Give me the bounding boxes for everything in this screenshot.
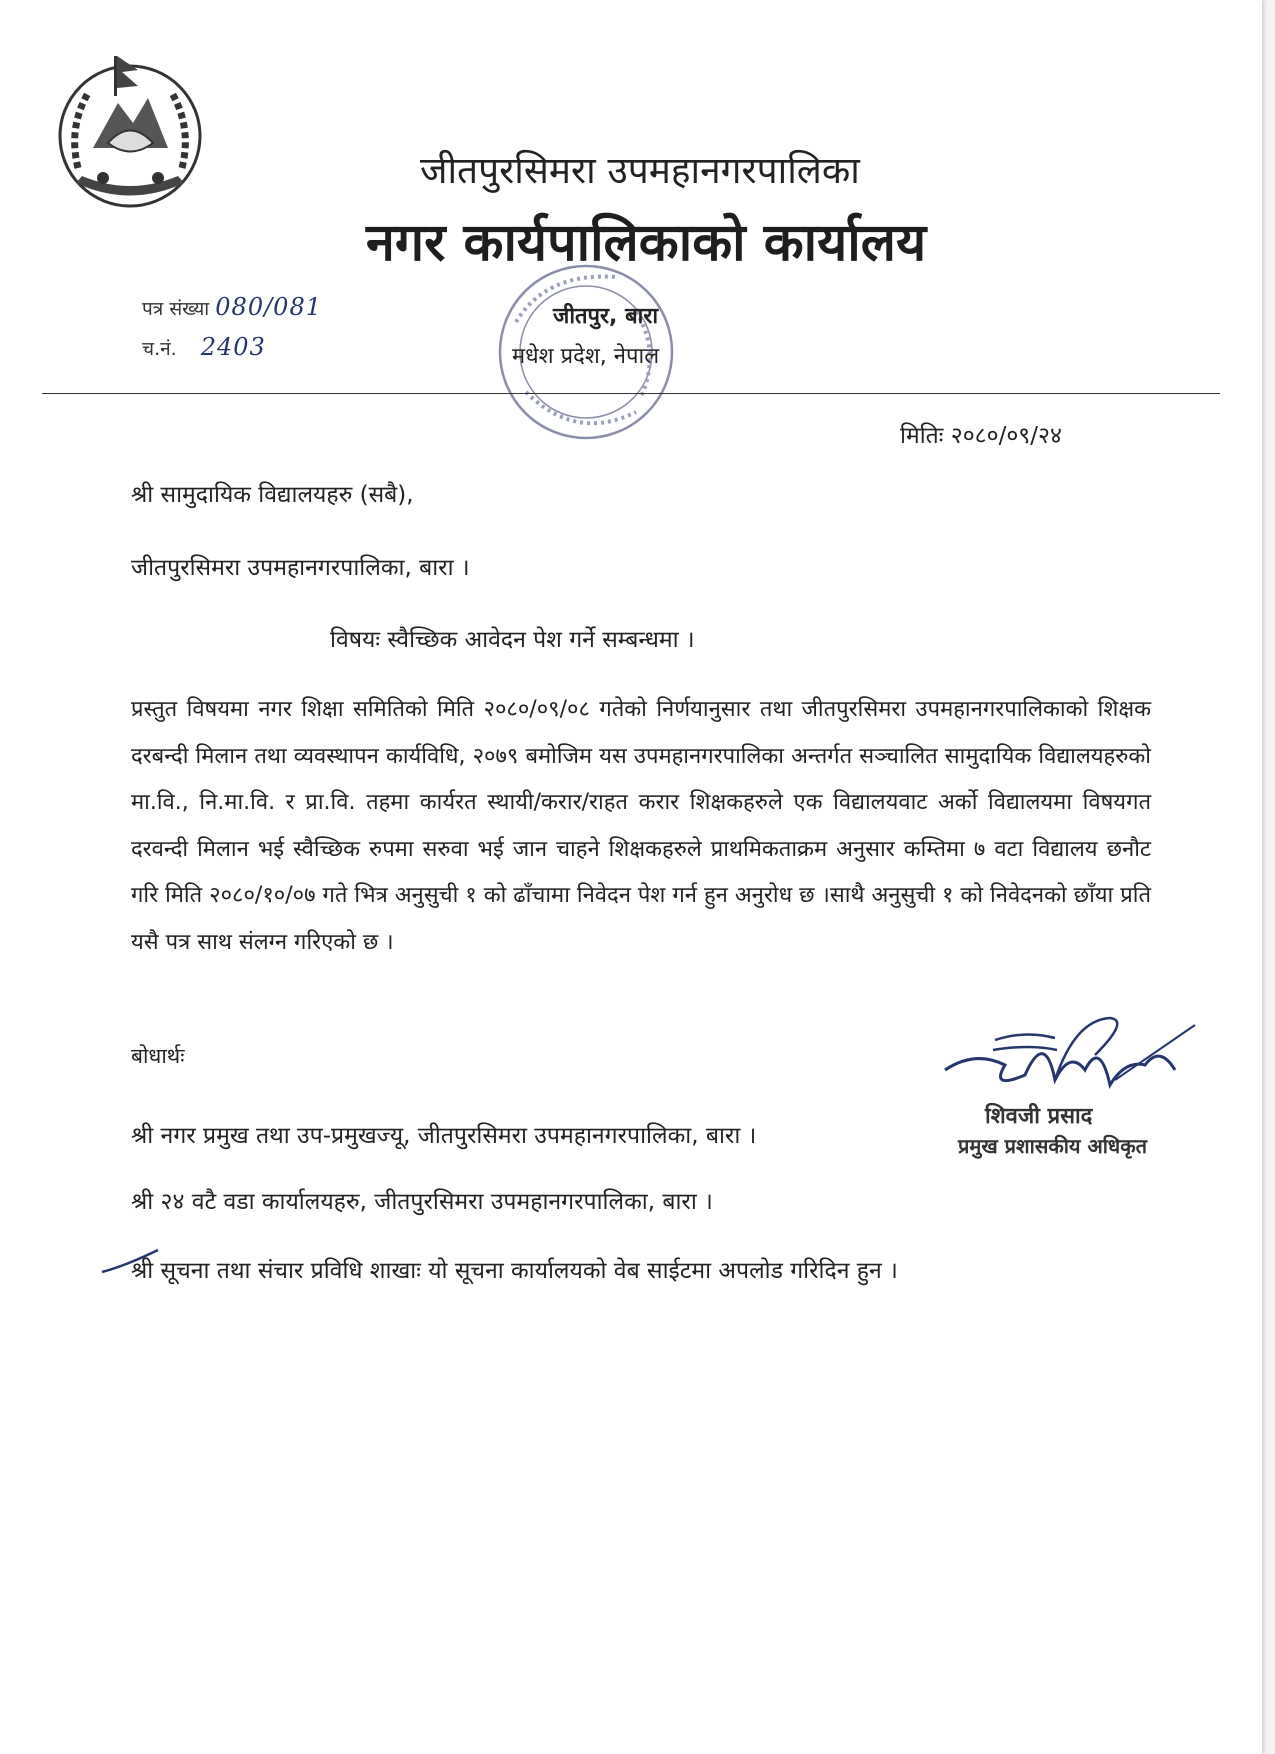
letter-number-label: पत्र संख्या (142, 298, 210, 320)
cc-item-2: श्री २४ वटै वडा कार्यालयहरु, जीतपुरसिमरा उपमहानगरपालिका, बारा । (131, 1189, 713, 1215)
letter-body: प्रस्तुत विषयमा नगर शिक्षा समितिको मिति २०८०/०९/०८ गतेको निर्णयानुसार तथा जीतपुरसिमरा उपमहानगरपालिकाको शिक्षक दरबन्दी मिलान तथा व्यवस्थापन कार्यविधि, २०७९ बमोजिम यस उपमहानगरपालिका अन्तर्गत सञ्चालित सामुदायिक विद्यालयहरुको मा.वि., नि.मा.वि. र प्रा.वि. तहमा कार्यरत स्थायी/करार/राहत करार शिक्षकहरुले एक विद्यालयवाट अर्को विद्यालयमा विषयगत दरवन्दी मिलान भई स्वैच्छिक रुपमा सरुवा भई जान चाहने शिक्षकहरुले प्राथमिकताक्रम अनुसार कम्तिमा ७ वटा विद्यालय छनौट गरि मिति २०८०/१०/०७ गते भित्र अनुसुची १ को ढाँचामा निवेदन पेश गर्न हुन अनुरोध छ ।साथै अनुसुची १ को निवेदनको छाँया प्रति यसै पत्र साथ संलग्न गरिएको छ । (131, 697, 1151, 955)
letter-number-value: 080/081 (215, 293, 322, 321)
municipality-name: जीतपुरसिमरा उपमहानगरपालिका (420, 149, 860, 192)
signatory-name: शिवजी प्रसाद (985, 1104, 1093, 1129)
address-province: मधेश प्रदेश, नेपाल (512, 344, 660, 369)
handwritten-strike-mark-icon (100, 1248, 160, 1274)
cc-item-3: श्री सूचना तथा संचार प्रविधि शाखाः यो सूचना कार्यालयको वेब साईटमा अपलोड गरिदिन हुन । (131, 1258, 898, 1284)
recipient-line-2: जीतपुरसिमरा उपमहानगरपालिका, बारा । (131, 555, 470, 581)
dispatch-number-value: 2403 (200, 333, 266, 361)
office-name: नगर कार्यपालिकाको कार्यालय (366, 213, 927, 273)
cc-label: बोधार्थः (131, 1044, 185, 1068)
header-divider (42, 393, 1220, 394)
cc-item-1: श्री नगर प्रमुख तथा उप-प्रमुखज्यू, जीतपुरसिमरा उपमहानगरपालिका, बारा । (131, 1123, 757, 1149)
government-emblem-icon (48, 48, 213, 213)
letter-subject: विषयः स्वैच्छिक आवेदन पेश गर्ने सम्बन्धमा । (330, 627, 695, 653)
recipient-line-1: श्री सामुदायिक विद्यालयहरु (सबै), (131, 482, 414, 508)
signatory-title: प्रमुख प्रशासकीय अधिकृत (958, 1134, 1147, 1158)
address-city: जीतपुर, बारा (553, 304, 659, 329)
dispatch-number (142, 333, 266, 361)
letter-date: मितिः २०८०/०९/२४ (900, 423, 1062, 449)
dispatch-number-label: च.नं. (142, 338, 177, 360)
letter-number (142, 293, 322, 321)
